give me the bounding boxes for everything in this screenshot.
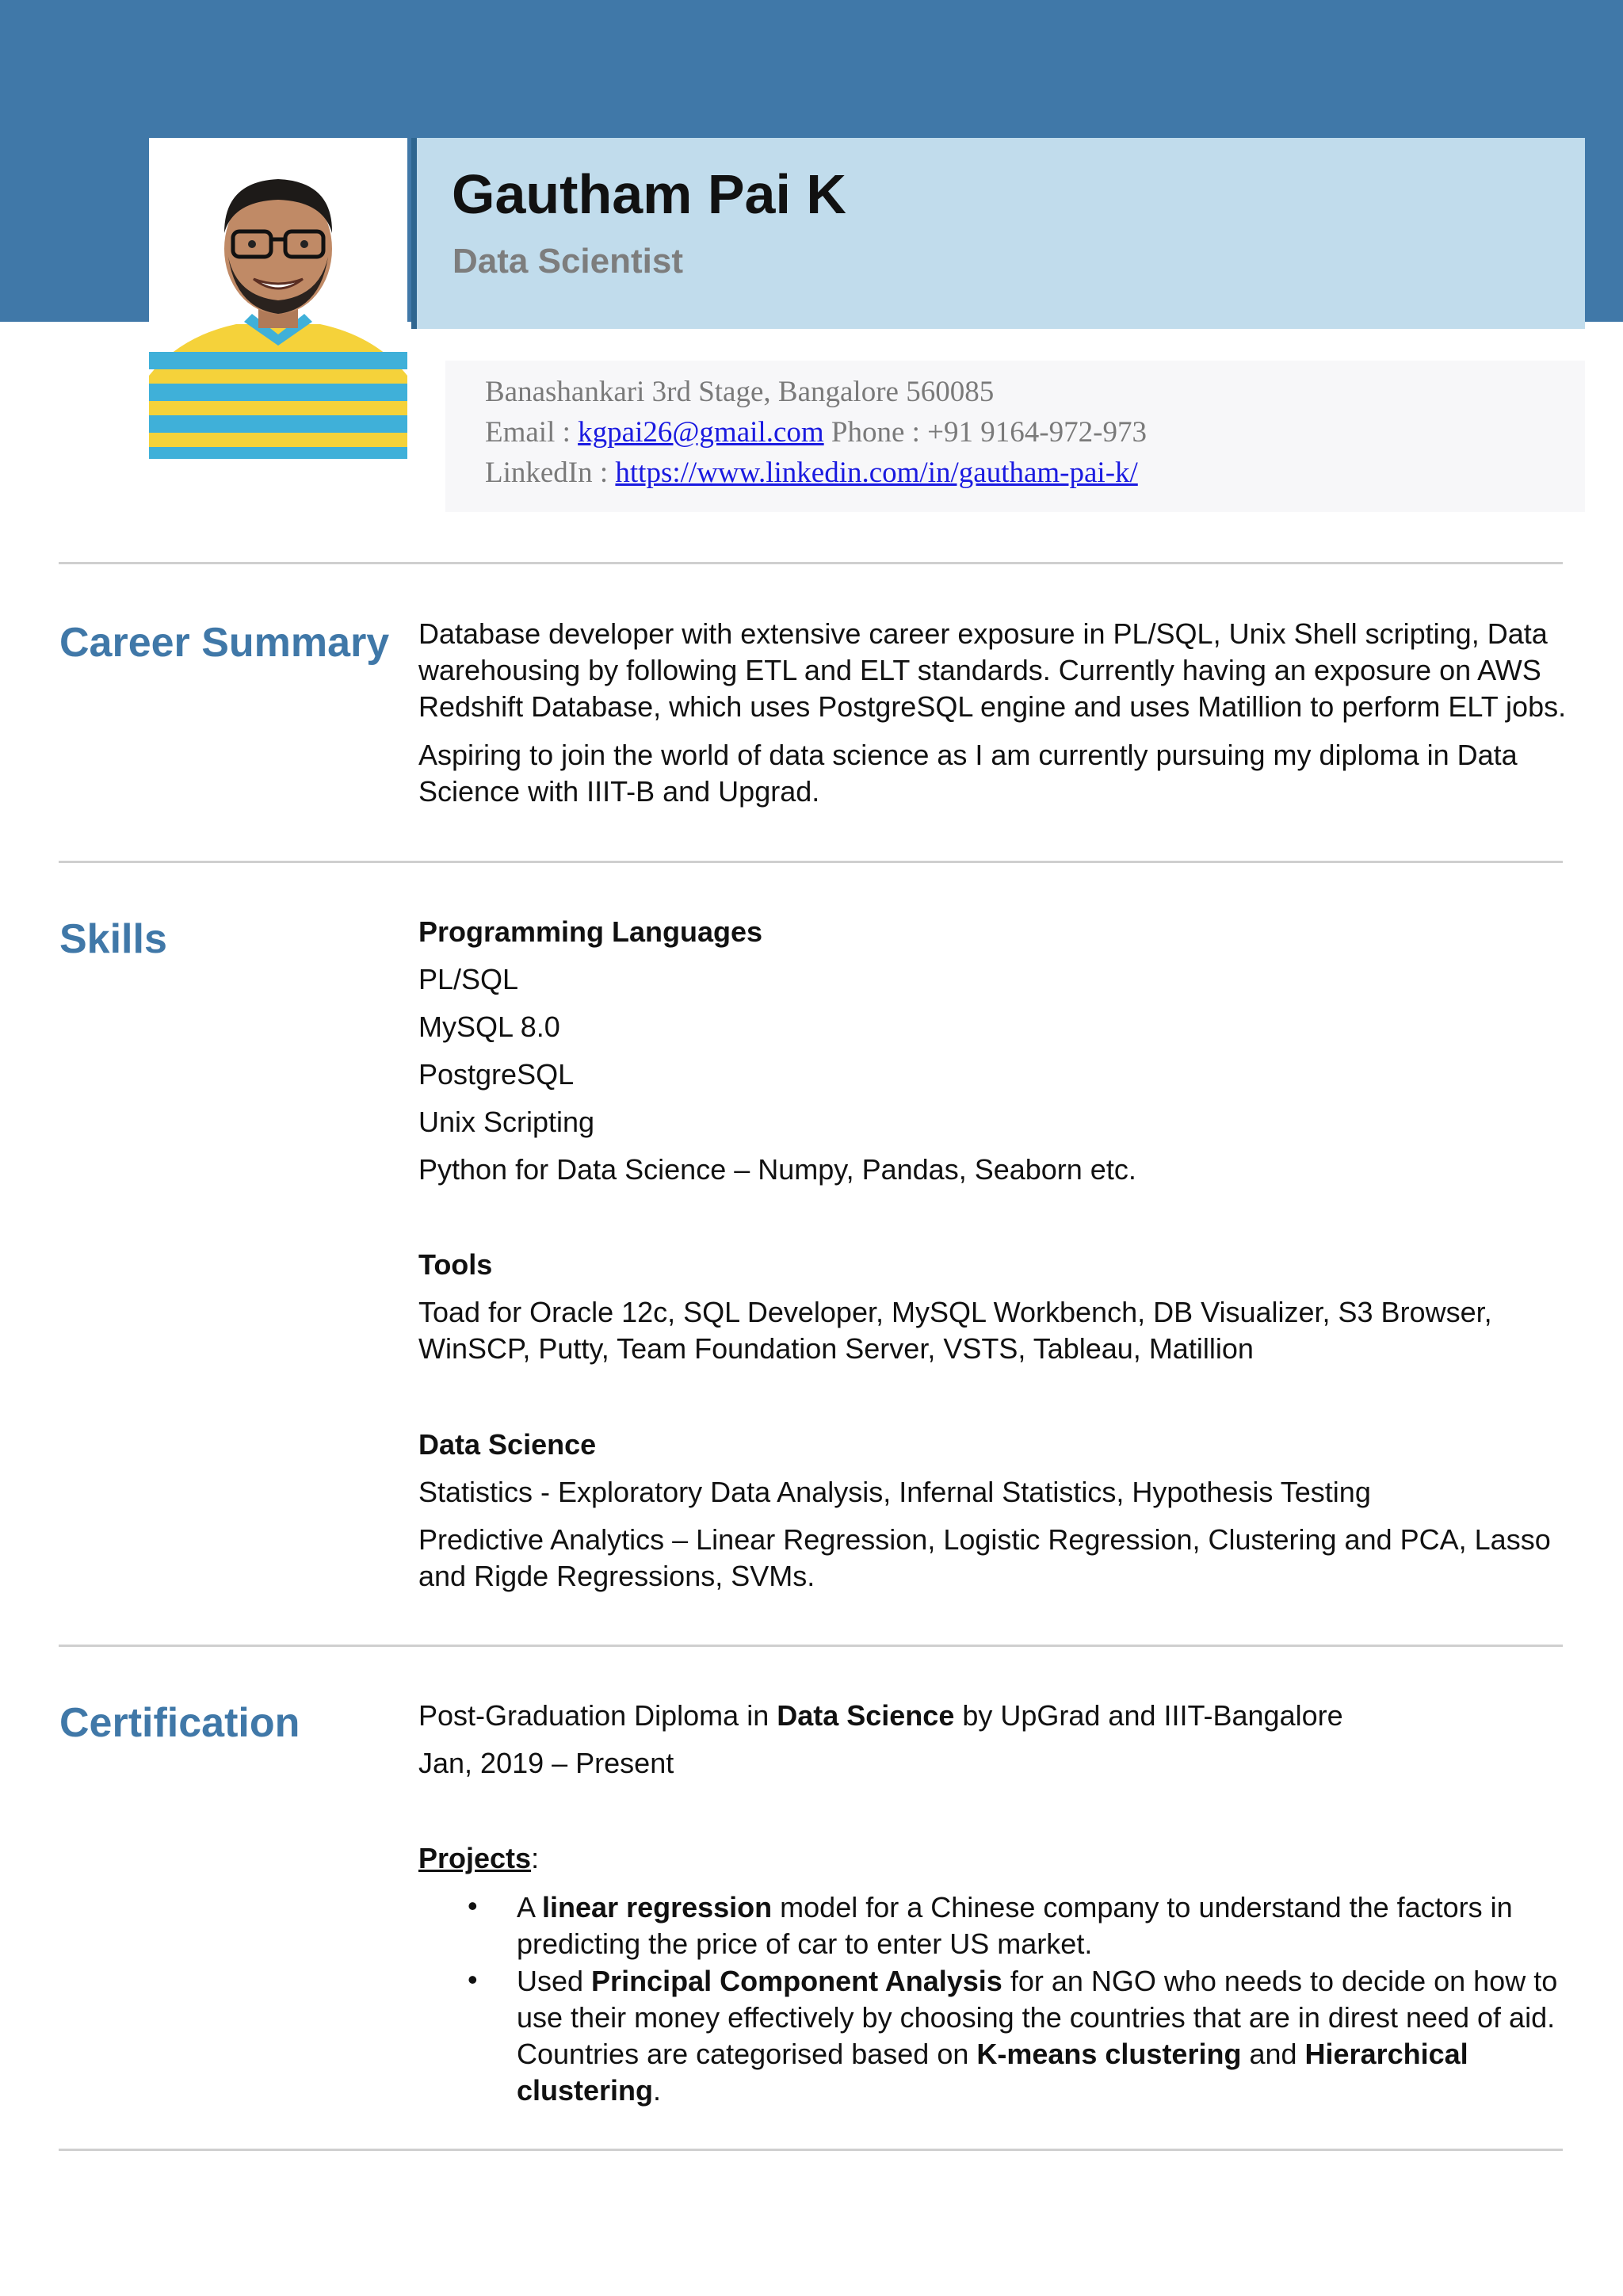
data-science-heading: Data Science: [418, 1428, 597, 1461]
career-summary-line: Science with IIIT-B and Upgrad.: [418, 775, 820, 808]
skill-item: Python for Data Science – Numpy, Pandas, Seaborn etc.: [418, 1153, 1136, 1186]
project-text: model for a Chinese company to understand the factors in: [772, 1891, 1513, 1924]
job-title: Data Scientist: [453, 242, 683, 281]
career-summary-heading: Career Summary: [59, 620, 390, 666]
profile-photo-illustration: [149, 138, 407, 459]
certification-text: Post-Graduation Diploma in: [418, 1699, 777, 1732]
bullet-icon: •: [468, 1889, 478, 1922]
project-text: Used: [517, 1965, 592, 1997]
project-keyword: linear regression: [542, 1891, 773, 1924]
certification-dates: Jan, 2019 – Present: [418, 1747, 674, 1779]
project-line: [517, 1963, 1557, 2000]
project-text: .: [653, 2074, 662, 2107]
project-keyword: K-means clustering: [976, 2038, 1242, 2070]
project-line: [517, 2073, 661, 2109]
data-science-line: Predictive Analytics – Linear Regression, Logistic Regression, Clustering and PCA, Lasso: [418, 1523, 1551, 1556]
skill-item: PostgreSQL: [418, 1058, 575, 1091]
email-phone-line: [485, 415, 1147, 449]
email-link[interactable]: kgpai26@gmail.com: [578, 416, 824, 449]
linkedin-line: [485, 456, 1138, 490]
email-label: Email :: [485, 416, 579, 449]
data-science-line: Statistics - Exploratory Data Analysis, Infernal Statistics, Hypothesis Testing: [418, 1476, 1371, 1508]
programming-languages-heading: Programming Languages: [418, 915, 763, 948]
project-keyword: Hierarchical: [1304, 2038, 1468, 2070]
career-summary-line: Redshift Database, which uses PostgreSQL engine and uses Matillion to perform ELT jobs.: [418, 690, 1567, 723]
project-line: predicting the price of car to enter US market.: [517, 1927, 1093, 1960]
section-divider: [59, 562, 1563, 564]
career-summary-line: Aspiring to join the world of data science as I am currently pursuing my diploma in Data: [418, 739, 1518, 771]
certification-subject: Data Science: [777, 1699, 955, 1732]
tools-line: WinSCP, Putty, Team Foundation Server, VSTS, Tableau, Matillion: [418, 1332, 1254, 1365]
section-divider: [59, 1645, 1563, 1647]
bullet-icon: •: [468, 1963, 478, 1996]
tools-line: Toad for Oracle 12c, SQL Developer, MySQL Workbench, DB Visualizer, S3 Browser,: [418, 1296, 1492, 1328]
certification-text: by UpGrad and IIIT-Bangalore: [954, 1699, 1343, 1732]
project-text: and: [1241, 2038, 1305, 2070]
profile-photo: [149, 138, 407, 459]
tools-heading: Tools: [418, 1248, 493, 1281]
project-keyword: clustering: [517, 2074, 654, 2107]
projects-heading-line: [418, 1840, 539, 1877]
section-divider: [59, 2149, 1563, 2151]
skills-heading: Skills: [59, 916, 167, 962]
certification-heading: Certification: [59, 1700, 300, 1746]
project-text: for an NGO who needs to decide on how to: [1002, 1965, 1558, 1997]
project-text: A: [517, 1891, 543, 1924]
linkedin-label: LinkedIn :: [485, 457, 616, 489]
candidate-name: Gautham Pai K: [452, 163, 846, 225]
project-line: [517, 1889, 1513, 1926]
project-line: use their money effectively by choosing the countries that are in direst need of aid.: [517, 2001, 1556, 2034]
skill-item: MySQL 8.0: [418, 1010, 560, 1043]
career-summary-line: warehousing by following ETL and ELT standards. Currently having an exposure on AWS: [418, 654, 1541, 686]
skill-item: Unix Scripting: [418, 1106, 595, 1138]
projects-heading: Projects: [418, 1842, 532, 1874]
address: Banashankari 3rd Stage, Bangalore 560085: [485, 376, 995, 408]
certification-line: [418, 1698, 1343, 1734]
career-summary-line: Database developer with extensive career exposure in PL/SQL, Unix Shell scripting, Data: [418, 617, 1548, 650]
project-line: [517, 2036, 1468, 2073]
project-text: Countries are categorised based on: [517, 2038, 977, 2070]
section-divider: [59, 861, 1563, 863]
projects-colon: :: [531, 1842, 540, 1874]
linkedin-link[interactable]: https://www.linkedin.com/in/gautham-pai-k/: [615, 457, 1138, 489]
project-keyword: Principal Component Analysis: [591, 1965, 1002, 1997]
phone-text: Phone : +91 9164-972-973: [823, 416, 1147, 449]
data-science-line: and Rigde Regressions, SVMs.: [418, 1560, 815, 1592]
skill-item: PL/SQL: [418, 963, 519, 995]
